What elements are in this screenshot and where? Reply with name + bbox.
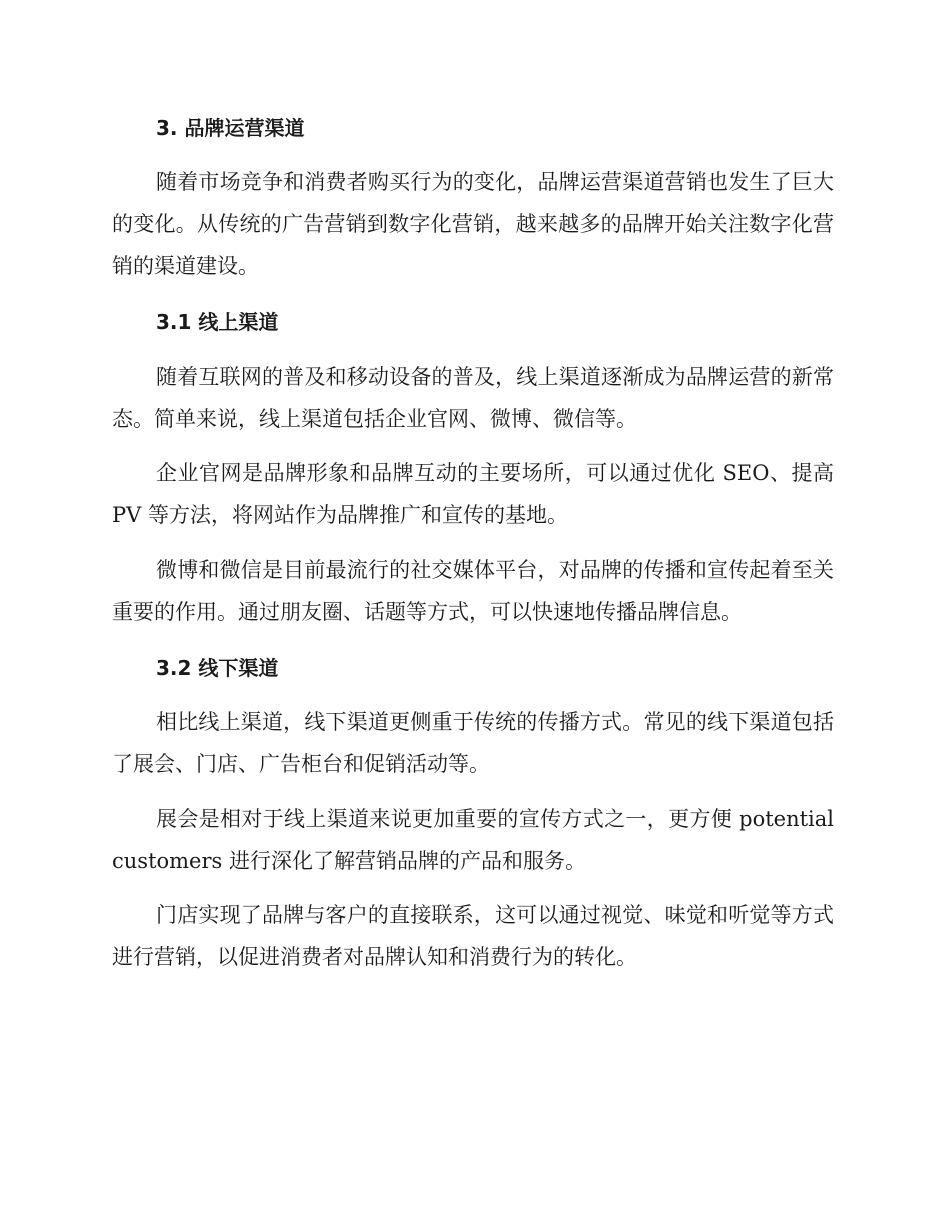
section-3-intro-paragraph: 随着市场竞争和消费者购买行为的变化，品牌运营渠道营销也发生了巨大的变化。从传统的广告营销到数字化营销，越来越多的品牌开始关注数字化营销的渠道建设。 [112,170,834,278]
online-channel-paragraph-1: 随着互联网的普及和移动设备的普及，线上渠道逐渐成为品牌运营的新常态。简单来说，线上渠道包括企业官网、微博、微信等。 [112,365,834,431]
offline-channel-paragraph-2: 展会是相对于线上渠道来说更加重要的宣传方式之一，更方便 potential customers 进行深化了解营销品牌的产品和服务。 [112,807,834,873]
offline-channel-paragraph-3: 门店实现了品牌与客户的直接联系，这可以通过视觉、味觉和听觉等方式进行营销，以促进消费者对品牌认知和消费行为的转化。 [112,903,834,969]
online-channel-paragraph-3: 微博和微信是目前最流行的社交媒体平台，对品牌的传播和宣传起着至关重要的作用。通过朋友圈、话题等方式，可以快速地传播品牌信息。 [112,558,834,624]
section-3-2-heading: 3.2 线下渠道 [156,656,279,680]
online-channel-paragraph-2: 企业官网是品牌形象和品牌互动的主要场所，可以通过优化 SEO、提高 PV 等方法，将网站作为品牌推广和宣传的基地。 [112,461,834,527]
section-3-1-heading: 3.1 线上渠道 [156,310,279,334]
offline-channel-paragraph-1: 相比线上渠道，线下渠道更侧重于传统的传播方式。常见的线下渠道包括了展会、门店、广告柜台和促销活动等。 [112,710,834,776]
section-3-heading: 3. 品牌运营渠道 [156,116,305,140]
